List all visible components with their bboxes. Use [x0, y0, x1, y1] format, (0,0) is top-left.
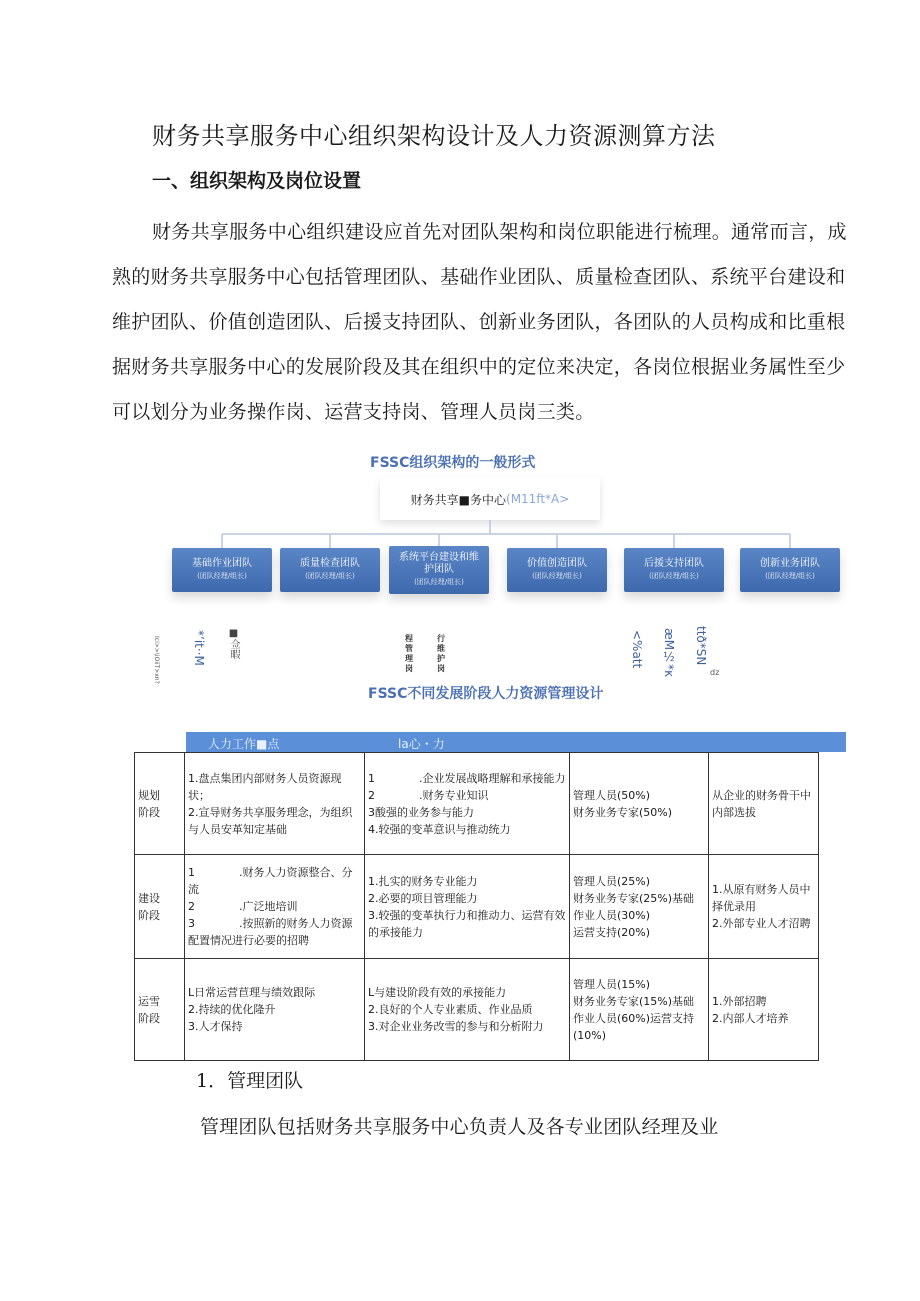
team-box-innovation [740, 548, 840, 592]
ability-item: 1 .企业发展战略理解和承接能力 [368, 771, 566, 785]
intro-paragraph [112, 210, 852, 435]
ratio-item: 管理人员(50%) [573, 788, 651, 802]
team-sub: (团队经理/组长) [532, 572, 582, 580]
work-item: 3.人才保持 [188, 1020, 243, 1033]
team-name: 基础作业团队 [192, 558, 252, 569]
document-title: 财务共享服务中心组织架构设计及人力资源测算方法 [152, 122, 716, 150]
ratio-item: 财务业务专家(25%)基础作业人员(30%) [573, 891, 695, 922]
team-name: 系统平台建设和维护团队 [399, 552, 479, 575]
table-header-bar [186, 732, 846, 752]
work-item: 1.盘点集团内部财务人员资源现状； [188, 771, 342, 802]
vertical-label: 行维护岗 [437, 634, 445, 673]
org-chart-connectors [160, 520, 820, 550]
ability-item: 4.较强的变革意识与推动统力 [368, 822, 511, 836]
team-box-system-platform [389, 546, 489, 594]
garbled-text: Ici>>\iOiiT>xn? [153, 636, 160, 684]
work-item: 2 .广泛地培训 [188, 900, 298, 913]
work-cell [185, 753, 365, 855]
ability-cell [365, 855, 570, 959]
subsection-heading: 1．管理团队 [196, 1070, 304, 1092]
vertical-label: 程管理岗 [405, 634, 413, 673]
header-core-ability: la心・力 [398, 737, 445, 751]
team-name: 质量检查团队 [300, 558, 360, 569]
source-cell: 1.从原有财务人员中择优录用 2.外部专业人才沼聘 [709, 855, 819, 959]
team-sub: (团队经理/组长) [197, 572, 247, 580]
ability-item: 3.较强的变革执行力和推动力、运营有效的承接能力 [368, 908, 566, 939]
ratio-cell [570, 753, 709, 855]
trailing-paragraph: 管理团队包括财务共享服务中心负责人及各专业团队经理及业 [200, 1116, 719, 1138]
ratio-item: 管理人员(25%) [573, 874, 651, 888]
ratio-item: 财务业务专家(15%)基础作业人员(60%)运营支持(10%) [573, 994, 695, 1042]
ability-item: L与建设阶段有效的承接能力 [368, 986, 507, 999]
root-paren: (M11ft*A> [506, 492, 570, 506]
team-box-backup-support [624, 548, 724, 592]
hr-stage-table [134, 752, 819, 1061]
work-item: 1 .财务人力资源整合、分流 [188, 866, 353, 896]
stage-cell: 运雪 阶段 [135, 959, 185, 1061]
table-row [135, 959, 819, 1061]
header-work-focus: 人力工作■点 [208, 737, 280, 751]
ratio-item: 财务业务专家(50%) [573, 805, 673, 819]
intro-paragraph-text: 财务共享服务中心组织建设应首先对团队架构和岗位职能进行梳理。通常而言，成熟的财务共享服务中心包括管理团队、基础作业团队、质量检查团队、系统平台建设和维护团队、价值创造团队、后援支持团队、创新业务团队，各团队的人员构成和比重根据财务共享服务中心的发展阶段及其在组织中的定位来决定，各岗位根据业务属性至少可以划分为业务操作岗、运营支持岗、管理人员岗三类。 [112, 221, 847, 423]
ratio-cell [570, 855, 709, 959]
org-chart-title: FSSC组织架构的一般形式 [370, 455, 536, 471]
team-name: 创新业务团队 [760, 558, 820, 569]
garbled-text: <%att [630, 630, 644, 669]
team-sub: (团队经理/组长) [414, 578, 464, 586]
ratio-cell [570, 959, 709, 1061]
work-cell [185, 959, 365, 1061]
team-box-basic-operations [172, 548, 272, 592]
root-label: 财务共享■务中心 [410, 492, 507, 507]
stage-cell: 规划 阶段 [135, 753, 185, 855]
ability-item: 2.良好的个人专业素质、作业品质 [368, 1003, 533, 1016]
table-row [135, 753, 819, 855]
table-row [135, 855, 819, 959]
team-sub: (团队经理/组长) [765, 572, 815, 580]
ability-item: 3酸强的业务参与能力 [368, 805, 474, 819]
team-name: 价值创造团队 [527, 558, 587, 569]
ratio-item: 运营支持(20%) [573, 925, 651, 939]
source-cell: 1.外部招聘 2.内部人才培养 [709, 959, 819, 1061]
ratio-item: 管理人员(15%) [573, 977, 651, 991]
team-sub: (团队经理/组长) [305, 572, 355, 580]
ability-item: 1.扎实的财务专业能力 [368, 874, 478, 888]
work-item: 2.宣导财务共享服务理念，为组织与人员安革知定基础 [188, 805, 353, 836]
hr-design-title: FSSC不同发展阶段人力资源管理设计 [368, 686, 604, 702]
team-name: 后援支持团队 [644, 558, 704, 569]
garbled-text: ■佥暇 [228, 628, 239, 659]
garbled-text: æM½*κ [662, 628, 676, 678]
garbled-text: ttð*SN [694, 626, 708, 666]
team-box-quality-check [280, 548, 380, 592]
team-sub: (团队经理/组长) [649, 572, 699, 580]
ability-item: 3.对企业业务改雪的参与和分析附力 [368, 1020, 544, 1033]
ability-cell [365, 753, 570, 855]
work-item: 2.持续的优化隆升 [188, 1003, 276, 1016]
source-cell: 从企业的财务骨干中内部选拔 [709, 753, 819, 855]
ability-item: 2.必要的项目管理能力 [368, 891, 478, 905]
ability-item: 2 .财务专业知识 [368, 788, 489, 802]
org-chart-root [380, 478, 600, 520]
work-cell [185, 855, 365, 959]
ability-cell [365, 959, 570, 1061]
stage-cell: 建设 阶段 [135, 855, 185, 959]
work-item: L日常运营苣理与绩效跟际 [188, 986, 316, 999]
section-heading: 一、组织架构及岗位设置 [152, 170, 362, 192]
team-box-value-creation [507, 548, 607, 592]
garbled-text: dz [710, 668, 720, 677]
garbled-text: *’it··M [192, 630, 206, 666]
work-item: 3 .按照新的财务人力资源配置情况进行必要的招聘 [188, 917, 353, 947]
